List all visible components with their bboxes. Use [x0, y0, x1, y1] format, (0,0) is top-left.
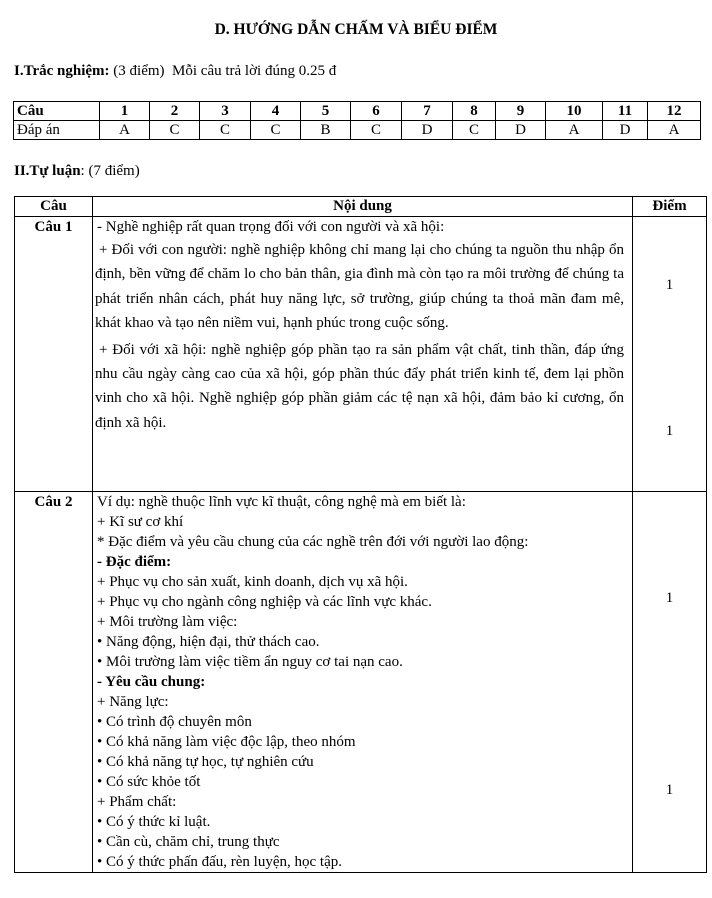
answer-letter: D [496, 121, 546, 140]
q2-score-cell [633, 492, 707, 873]
header-content: Nội dung [93, 197, 633, 217]
q2-line: • Có ý thức phấn đấu, rèn luyện, học tập. [97, 854, 342, 870]
q2-line: + Kĩ sư cơ khí [97, 514, 184, 530]
section-2-heading: II.Tự luận [14, 163, 81, 179]
answer-letter: C [200, 121, 251, 140]
answer-letter: B [301, 121, 351, 140]
question-number: 3 [200, 102, 251, 121]
q2-line: • Môi trường làm việc tiềm ẩn nguy cơ tai nạn cao. [97, 654, 403, 670]
q1-paragraph-individual: + Đối với con người: nghề nghiệp không chỉ mang lại cho chúng ta nguồn thu nhập ổn định, bền vững để chăm lo cho bản thân, gia đình mà còn tạo ra môi trường để chúng ta phát triển nhân cách, phát huy năng lực, sở trường, giúp chúng ta thoả mãn đam mê, khát khao và tạo nên niềm vui, hạnh phúc trong cuộc sống. [95, 242, 624, 332]
question-number: 5 [301, 102, 351, 121]
answer-letter: C [150, 121, 200, 140]
question-number: 10 [546, 102, 603, 121]
question-number: 11 [603, 102, 648, 121]
q2-line: * Đặc điểm và yêu cầu chung của các nghề trên đới với người lao động: [97, 534, 529, 550]
multiple-choice-answer-table [13, 101, 701, 140]
question-number: 1 [100, 102, 150, 121]
q1-score-2: 1 [665, 423, 674, 439]
q2-line: • Có khả năng tự học, tự nghiên cứu [97, 754, 314, 770]
q2-line: + Năng lực: [97, 694, 169, 710]
question-1-content [93, 217, 633, 492]
q1-score-cell [633, 217, 707, 492]
essay-answer-table [14, 196, 707, 873]
q2-line: • Có ý thức kỉ luật. [97, 814, 211, 830]
question-2-content [93, 492, 633, 873]
header-score: Điểm [633, 197, 707, 217]
essay-row-q1 [15, 217, 707, 492]
q2-score-2: 1 [665, 782, 674, 798]
question-number-row [14, 102, 701, 121]
answer-letter: A [648, 121, 701, 140]
section-1-heading: I.Trắc nghiệm: [14, 63, 110, 79]
section-1-detail: (3 điểm) Mỗi câu trả lời đúng 0.25 đ [109, 63, 337, 79]
q2-line: + Phục vụ cho sản xuất, kinh doanh, dịch vụ xã hội. [97, 574, 408, 590]
answer-letter: A [100, 121, 150, 140]
row-label-answer: Đáp án [14, 121, 100, 140]
q2-line: • Năng động, hiện đại, thử thách cao. [97, 634, 320, 650]
essay-header-row [15, 197, 707, 217]
question-number: 8 [453, 102, 496, 121]
answer-row [14, 121, 701, 140]
q1-score-1: 1 [665, 277, 674, 293]
q2-line: • Cần cù, chăm chỉ, trung thực [97, 834, 280, 850]
answer-letter: D [603, 121, 648, 140]
question-label: Câu 1 [15, 217, 93, 492]
q2-line: + Môi trường làm việc: [97, 614, 238, 630]
question-number: 7 [402, 102, 453, 121]
answer-letter: C [453, 121, 496, 140]
question-number: 9 [496, 102, 546, 121]
page-title: D. HƯỚNG DẪN CHẤM VÀ BIỂU ĐIỂM [214, 21, 498, 38]
answer-letter: C [351, 121, 402, 140]
answer-letter: D [402, 121, 453, 140]
question-number: 2 [150, 102, 200, 121]
q2-subheading: - Yêu cầu chung: [97, 674, 206, 690]
q1-intro: - Nghề nghiệp rất quan trọng đối với con người và xã hội: [97, 219, 445, 235]
section-2-detail: : (7 điểm) [80, 163, 140, 179]
q2-line: • Có sức khỏe tốt [97, 774, 201, 790]
question-number: 12 [648, 102, 701, 121]
q2-line: • Có khả năng làm việc độc lập, theo nhóm [97, 734, 356, 750]
section-2-heading-line [14, 163, 140, 180]
question-number: 4 [251, 102, 301, 121]
row-label-question: Câu [14, 102, 100, 121]
q2-line: • Có trình độ chuyên môn [97, 714, 252, 730]
q2-line: + Phục vụ cho ngành công nghiệp và các lĩnh vực khác. [97, 594, 432, 610]
question-label: Câu 2 [15, 492, 93, 873]
section-1-heading-line [14, 63, 336, 80]
q2-line: Ví dụ: nghề thuộc lĩnh vực kĩ thuật, công nghệ mà em biết là: [97, 494, 466, 510]
header-question: Câu [15, 197, 93, 217]
answer-letter: A [546, 121, 603, 140]
question-number: 6 [351, 102, 402, 121]
q1-paragraph-society: + Đối với xã hội: nghề nghiệp góp phần tạo ra sản phẩm vật chất, tinh thần, đáp ứng nhu cầu ngày càng cao của xã hội, góp phần thúc đẩy phát triển kinh tế, đem lại phồn vinh cho xã hội. Nghề nghiệp góp phần giảm các tệ nạn xã hội, đảm bảo kỉ cương, ổn định xã hội. [95, 341, 624, 431]
answer-letter: C [251, 121, 301, 140]
essay-row-q2 [15, 492, 707, 873]
q2-score-1: 1 [665, 590, 674, 606]
q2-subheading: - Đặc điểm: [97, 554, 172, 570]
q2-line: + Phẩm chất: [97, 794, 177, 810]
